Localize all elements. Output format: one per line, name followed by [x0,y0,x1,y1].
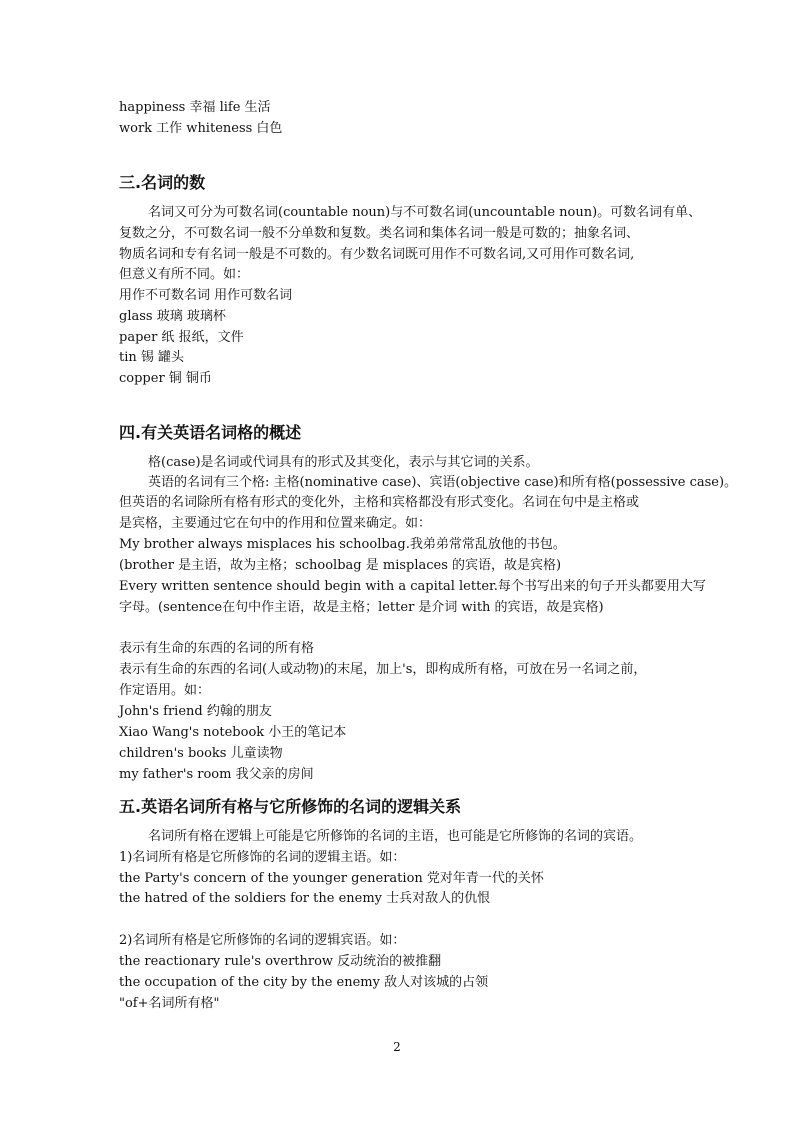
paragraph-line: 是宾格，主要通过它在句中的作用和位置来确定。如： [119,516,432,531]
text-line: "of+名词所有格" [119,996,220,1011]
paragraph-line: 但英语的名词除所有格有形式的变化外，主格和宾格都没有形式变化。名词在句中是主格或 [119,495,640,510]
text-line: 用作不可数名词 用作可数名词 [119,288,293,303]
paragraph-line: 名词又可分为可数名词(countable noun)与不可数名词(uncountable noun)。可数名词有单、 [148,205,702,220]
text-line: the hatred of the soldiers for the enemy 士兵对敌人的仇恨 [119,891,491,906]
text-line: My brother always misplaces his schoolbag.我弟弟常常乱放他的书包。 [119,537,566,552]
text-line: happiness 幸福 life 生活 [119,100,271,115]
paragraph-line: 名词所有格在逻辑上可能是它所修饰的名词的主语，也可能是它所修饰的名词的宾语。 [148,829,643,844]
paragraph-line: 但意义有所不同。如： [119,267,250,282]
text-line: 字母。(sentence在句中作主语，故是主格；letter 是介词 with 的宾语，故是宾格) [119,600,604,615]
section-heading: 五.英语名词所有格与它所修饰的名词的逻辑关系 [119,797,462,816]
text-line: the occupation of the city by the enemy 敌人对该城的占领 [119,975,489,990]
text-line: (brother 是主语，故为主格；schoolbag 是 misplaces 的宾语，故是宾格) [119,558,562,573]
paragraph-line: 英语的名词有三个格: 主格(nominative case)、宾语(objective case)和所有格(possessive case)。 [148,475,738,490]
text-line: Every written sentence should begin with a capital letter.每个书写出来的句子开头都要用大写 [119,579,706,594]
paragraph-line: 物质名词和专有名词一般是不可数的。有少数名词既可用作不可数名词,又可用作可数名词, [119,247,635,262]
text-line: paper 纸 报纸，文件 [119,330,244,345]
text-line: tin 锡 罐头 [119,350,185,365]
subheading-line: 表示有生命的东西的名词的所有格 [119,641,315,656]
text-line: Xiao Wang's notebook 小王的笔记本 [119,725,347,740]
text-line: 2)名词所有格是它所修饰的名词的逻辑宾语。如： [119,933,406,948]
text-line: children's books 儿童读物 [119,746,283,761]
text-line: copper 铜 铜币 [119,371,212,386]
page-number: 2 [393,1040,401,1054]
text-line: 作定语用。如： [119,683,211,698]
section-heading: 四.有关英语名词格的概述 [119,423,302,442]
text-line: my father's room 我父亲的房间 [119,767,314,782]
text-line: 1)名词所有格是它所修饰的名词的逻辑主语。如： [119,850,406,865]
paragraph-line: 格(case)是名词或代词具有的形式及其变化，表示与其它词的关系。 [148,455,539,470]
paragraph-line: 复数之分，不可数名词一般不分单数和复数。类名词和集体名词一般是可数的；抽象名词、 [119,226,640,241]
section-heading: 三.名词的数 [119,173,206,192]
text-line: the Party's concern of the younger generation 党对年青一代的关怀 [119,871,544,886]
text-line: work 工作 whiteness 白色 [119,121,283,136]
text-line: John's friend 约翰的朋友 [119,704,272,719]
text-line: the reactionary rule's overthrow 反动统治的被推翻 [119,954,442,969]
text-line: glass 玻璃 玻璃杯 [119,309,226,324]
text-line: 表示有生命的东西的名词(人或动物)的末尾，加上's，即构成所有格，可放在另一名词之前， [119,662,647,677]
